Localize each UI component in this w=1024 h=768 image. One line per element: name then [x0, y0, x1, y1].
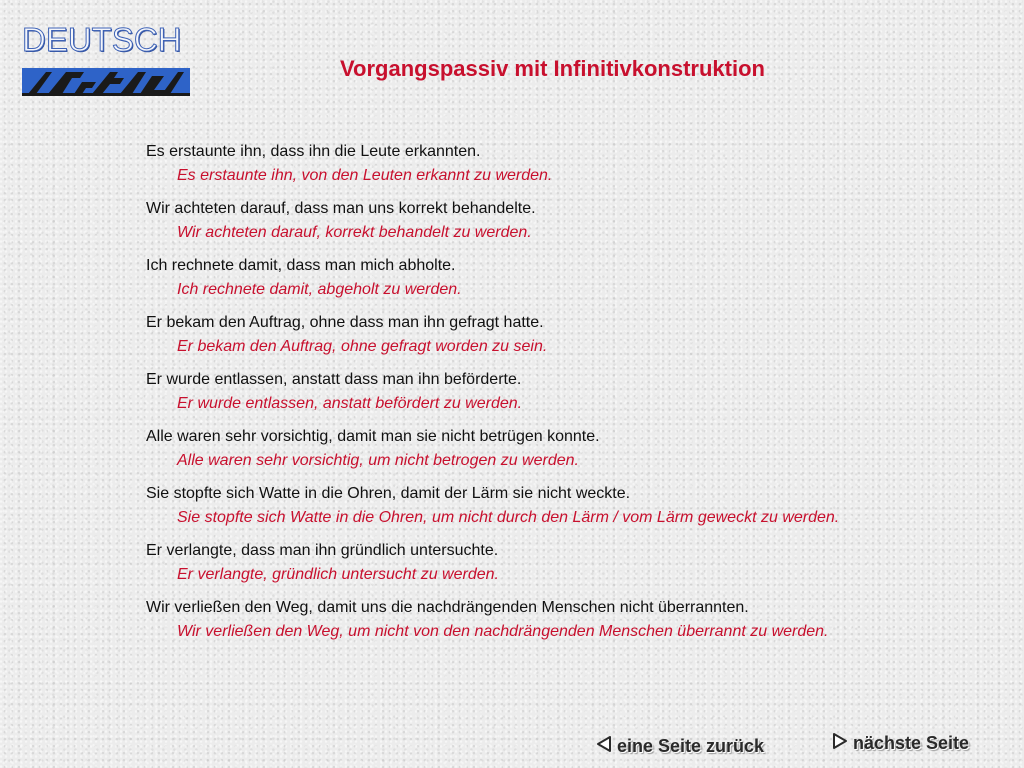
sentence-pair [146, 254, 1006, 302]
page-title: Vorgangspassiv mit Infinitivkonstruktion [340, 56, 765, 81]
transformed-sentence: Alle waren sehr vorsichtig, um nicht betrogen zu werden. [177, 452, 579, 469]
previous-page-label: eine Seite zurück [617, 736, 765, 756]
original-sentence: Wir verließen den Weg, damit uns die nachdrängenden Menschen nicht überrannten. [146, 599, 749, 616]
original-sentence: Ich rechnete damit, dass man mich abholte. [146, 257, 456, 274]
sentence-pair [146, 368, 1006, 416]
sentence-pair [146, 539, 1006, 587]
transformed-sentence: Es erstaunte ihn, von den Leuten erkannt zu werden. [177, 167, 553, 184]
logo-graphic-bar [22, 68, 190, 96]
triangle-left-icon [596, 735, 612, 758]
logo-graphic-icon [22, 68, 190, 96]
sentence-pair [146, 140, 1006, 188]
triangle-right-icon [832, 732, 848, 755]
transformed-sentence: Wir verließen den Weg, um nicht von den nachdrängenden Menschen überrannt zu werden. [177, 623, 829, 640]
transformed-sentence: Er verlangte, gründlich untersucht zu werden. [177, 566, 499, 583]
original-sentence: Es erstaunte ihn, dass ihn die Leute erkannten. [146, 143, 481, 160]
next-page-link[interactable] [832, 732, 969, 755]
logo-wordmark: DEUTSCH [22, 21, 182, 58]
original-sentence: Er wurde entlassen, anstatt dass man ihn beförderte. [146, 371, 522, 388]
next-page-label: nächste Seite [853, 733, 970, 753]
logo [22, 22, 192, 96]
transformed-sentence: Ich rechnete damit, abgeholt zu werden. [177, 281, 462, 298]
sentence-pair [146, 311, 1006, 359]
original-sentence: Sie stopfte sich Watte in die Ohren, damit der Lärm sie nicht weckte. [146, 485, 631, 502]
transformed-sentence: Sie stopfte sich Watte in die Ohren, um nicht durch den Lärm / vom Lärm geweckt zu werden. [177, 509, 840, 526]
sentence-pair [146, 482, 1006, 530]
original-sentence: Alle waren sehr vorsichtig, damit man sie nicht betrügen konnte. [146, 428, 600, 445]
original-sentence: Er verlangte, dass man ihn gründlich untersuchte. [146, 542, 499, 559]
sentence-pair [146, 197, 1006, 245]
original-sentence: Er bekam den Auftrag, ohne dass man ihn gefragt hatte. [146, 314, 544, 331]
transformed-sentence: Er wurde entlassen, anstatt befördert zu werden. [177, 395, 523, 412]
transformed-sentence: Wir achteten darauf, korrekt behandelt zu werden. [177, 224, 532, 241]
sentence-list [146, 140, 1006, 653]
sentence-pair [146, 596, 1006, 644]
original-sentence: Wir achteten darauf, dass man uns korrekt behandelte. [146, 200, 536, 217]
sentence-pair [146, 425, 1006, 473]
transformed-sentence: Er bekam den Auftrag, ohne gefragt worden zu sein. [177, 338, 548, 355]
previous-page-link[interactable] [596, 735, 764, 758]
